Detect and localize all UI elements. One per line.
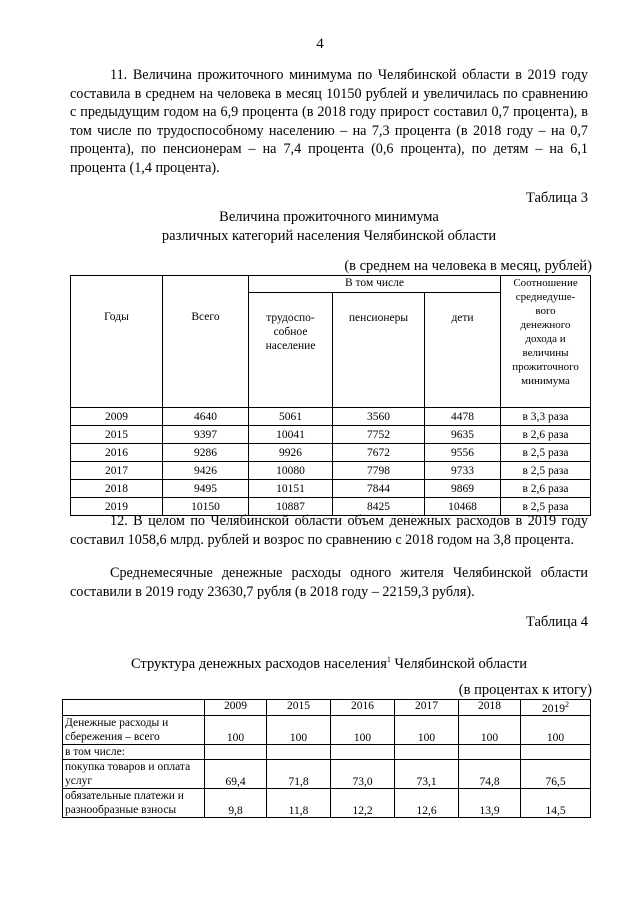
table4-header-blank [63,700,205,716]
table4-cell: 100 [459,716,521,745]
table4-cell: 100 [205,716,267,745]
table4-row-label: Денежные расходы и сбережения – всего [63,716,205,745]
table3-cell: 10041 [249,426,333,444]
table4-row [63,745,591,760]
table4-cell: 76,5 [521,760,591,789]
table3-cell: 3560 [333,408,425,426]
table3-cell: 10887 [249,498,333,516]
table3-cell: в 3,3 раза [501,408,591,426]
table4-title-text: Структура денежных расходов населения [130,655,387,672]
header-incl: В том числе [249,276,501,293]
page-number: 4 [316,36,324,52]
table4-cell: 74,8 [459,760,521,789]
table3-cell: 4640 [163,408,249,426]
table4-cell: 14,5 [521,789,591,818]
table4-cell: 100 [267,716,331,745]
table3-title [70,208,588,246]
table3 [70,275,591,516]
table3-cell: 10080 [249,462,333,480]
paragraph-11: 11. Величина прожиточного минимума по Челябинской области в 2019 году составила в среднем на человека в месяц 10150 рублей и увеличилась по сравнению с предыдущим годом на 6,9 процента (в 2018 году прирост составил 0,7 процента), в том числе по трудоспособному населению – на 7,3 процента (в 2018 году – на 0,7 процента), по пенсионерам – на 7,4 процента (0,6 процента), по детям – на 6,1 процента (1,4 процента). [70,67,588,176]
header-working: трудоспо- собное население [249,293,333,408]
table3-cell: в 2,6 раза [501,426,591,444]
table4-row [63,760,591,789]
table3-row [71,444,591,462]
table4-title-tail: Челябинской области [390,655,528,672]
table3-title-line1: Величина прожиточного минимума [219,209,439,225]
table3-cell: в 2,5 раза [501,462,591,480]
table3-cell: 9733 [425,462,501,480]
table4-row-label: в том числе: [63,745,205,760]
table3-cell: 10151 [249,480,333,498]
table4-cell: 100 [331,716,395,745]
table3-cell: в 2,6 раза [501,480,591,498]
table4-row-label: обязательные платежи и разнообразные взносы [63,789,205,818]
table3-cell: 7752 [333,426,425,444]
table3-cell: 2016 [71,444,163,462]
table4-row [63,789,591,818]
table3-cell: 10468 [425,498,501,516]
table4-cell [395,745,459,760]
table4-cell: 9,8 [205,789,267,818]
table3-cell: 2018 [71,480,163,498]
table4-header-year: 2016 [331,700,395,716]
paragraph-12: 12. В целом по Челябинской области объем денежных расходов в 2019 году составил 1058,6 млрд. рублей и возрос по сравнению с 2018 годом на 3,8 процента. [70,513,588,548]
table3-row [71,462,591,480]
table4-cell [331,745,395,760]
table3-cell: 9926 [249,444,333,462]
table3-cell: 9426 [163,462,249,480]
table4-header-year: 2018 [459,700,521,716]
table4-unit: (в процентах к итогу) [458,682,592,698]
table3-unit: (в среднем на человека в месяц, рублей) [344,258,592,274]
table3-cell: 2009 [71,408,163,426]
table3-cell: 10150 [163,498,249,516]
table3-cell: 7672 [333,444,425,462]
table4-row-label: покупка товаров и оплата услуг [63,760,205,789]
table3-caption: Таблица 3 [525,190,588,206]
table4-header-year: 2009 [205,700,267,716]
table3-cell: 2015 [71,426,163,444]
table3-cell: в 2,5 раза [501,444,591,462]
table4-cell [205,745,267,760]
table4-cell: 100 [395,716,459,745]
table4-cell: 73,0 [331,760,395,789]
table3-cell: 9495 [163,480,249,498]
table3-cell: 7798 [333,462,425,480]
header-children: дети [425,293,501,408]
table4-header-year: 2015 [267,700,331,716]
table4-cell [267,745,331,760]
table4-cell: 12,2 [331,789,395,818]
table4-cell: 71,8 [267,760,331,789]
table4-header-year: 2019$^2$ [521,700,591,716]
table4-cell: 69,4 [205,760,267,789]
table3-title-line2: различных категорий населения Челябинской области [161,228,497,244]
table4-cell: 11,8 [267,789,331,818]
table4-cell: 100 [521,716,591,745]
table3-cell: 7844 [333,480,425,498]
table4-header-year: 2017 [395,700,459,716]
table4-caption: Таблица 4 [525,614,588,630]
table4 [62,699,591,818]
table3-cell: 4478 [425,408,501,426]
table3-row [71,480,591,498]
table4-row [63,716,591,745]
table4-cell: 12,6 [395,789,459,818]
table4-title [70,650,588,674]
table4-cell [521,745,591,760]
table3-cell: 9869 [425,480,501,498]
table4-cell [459,745,521,760]
table4-header-row [63,700,591,716]
table4-cell: 13,9 [459,789,521,818]
table4-cell: 73,1 [395,760,459,789]
table3-cell: в 2,5 раза [501,498,591,516]
paragraph-avg-expenses: Среднемесячные денежные расходы одного жителя Челябинской области составили в 2019 году 23630,7 рубля (в 2018 году – 22159,3 рубля). [70,565,588,600]
header-total: Всего [163,276,249,408]
table3-body [71,408,591,516]
table3-cell: 2017 [71,462,163,480]
table3-row [71,408,591,426]
table4-title-footnote: 1 [386,655,391,664]
table3-cell: 9635 [425,426,501,444]
header-years: Годы [71,276,163,408]
table3-cell: 8425 [333,498,425,516]
table3-cell: 9286 [163,444,249,462]
table3-cell: 9556 [425,444,501,462]
table3-cell: 9397 [163,426,249,444]
header-pensioners: пенсионеры [333,293,425,408]
table3-cell: 5061 [249,408,333,426]
header-ratio: Соотношение среднедуше- вого денежного дохода и величины прожиточного минимума [501,276,591,408]
table3-row [71,426,591,444]
table4-body [63,700,591,818]
table4-year-footnote: 2 [565,700,569,709]
table3-cell: 2019 [71,498,163,516]
